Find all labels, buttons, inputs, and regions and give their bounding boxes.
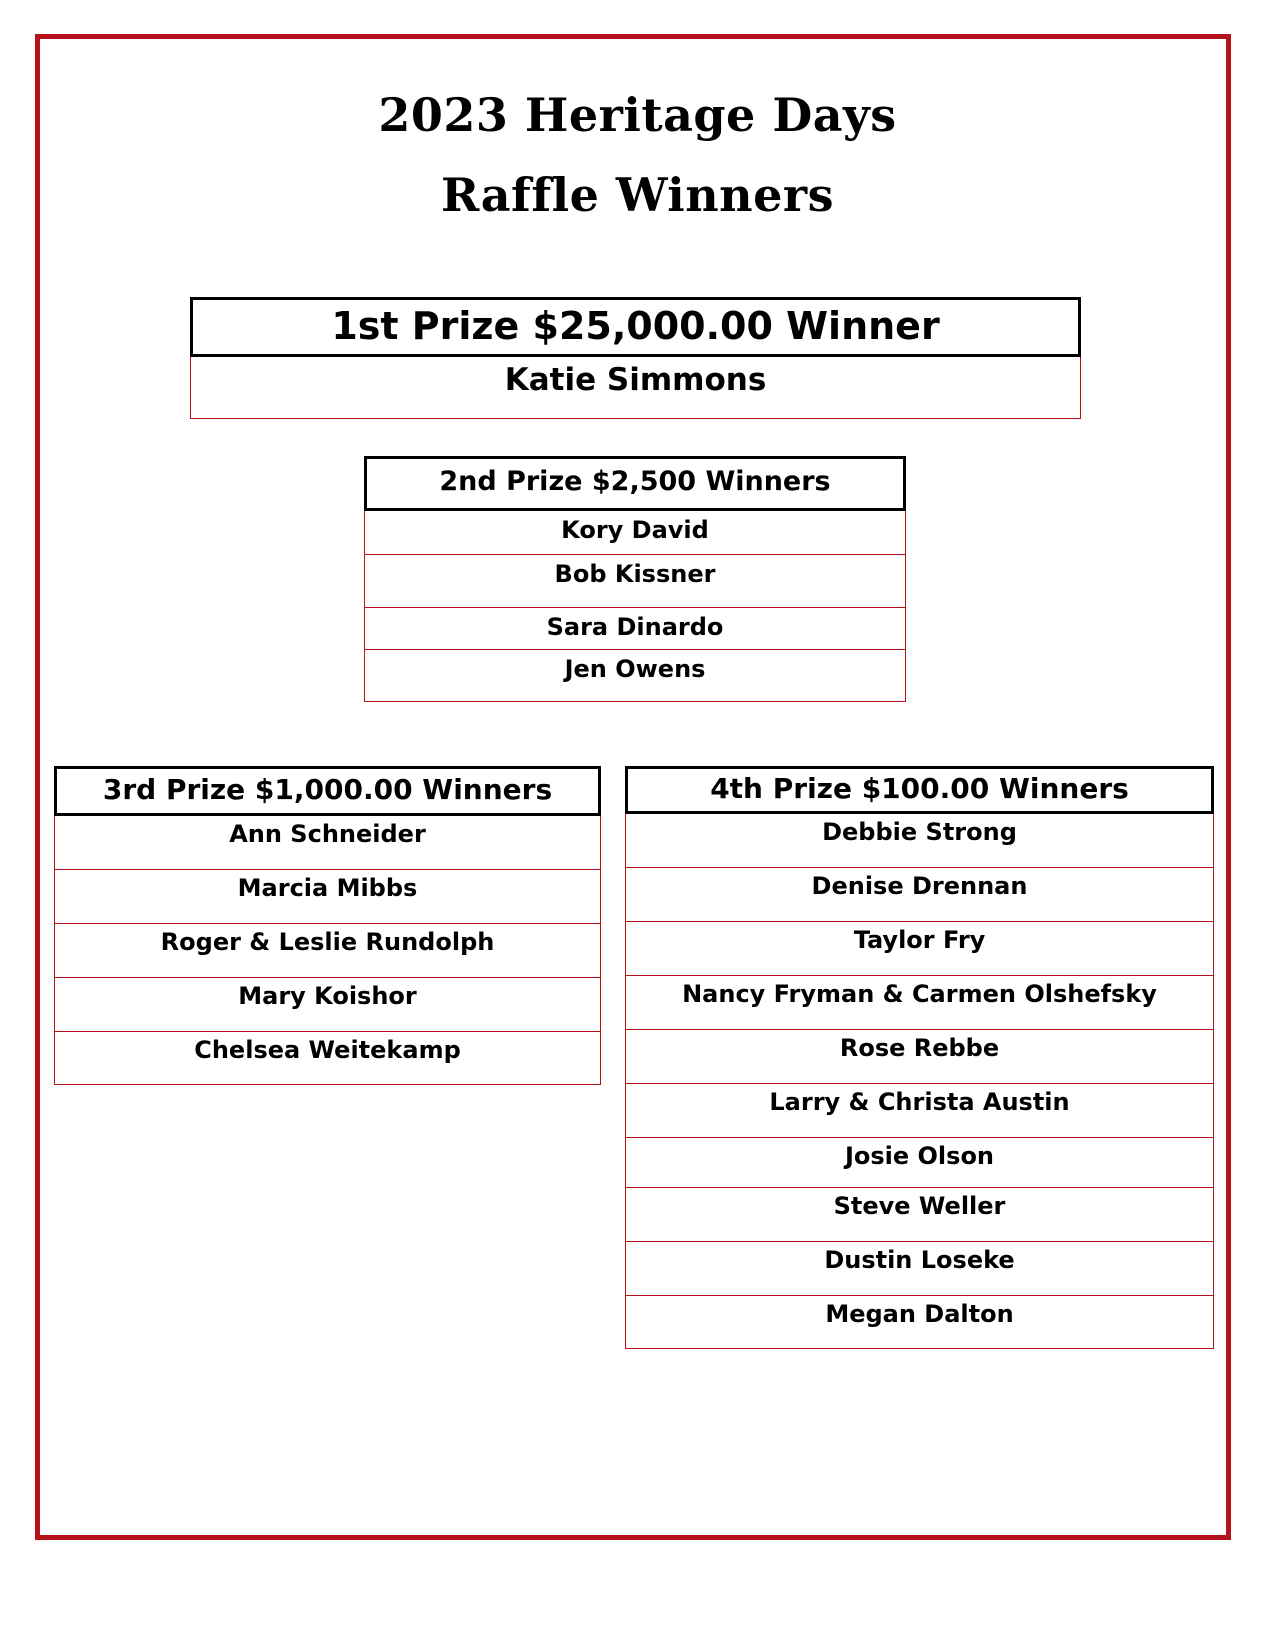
winner-row: Rose Rebbe bbox=[625, 1030, 1214, 1084]
first-prize-table bbox=[190, 297, 1081, 419]
winner-row: Dustin Loseke bbox=[625, 1242, 1214, 1296]
third-prize-table bbox=[54, 766, 601, 1085]
fourth-prize-heading: 4th Prize $100.00 Winners bbox=[625, 766, 1214, 814]
winner-row: Mary Koishor bbox=[54, 978, 601, 1032]
winner-row: Taylor Fry bbox=[625, 922, 1214, 976]
fourth-prize-table bbox=[625, 766, 1214, 1349]
winner-row: Ann Schneider bbox=[54, 816, 601, 870]
winner-row: Kory David bbox=[364, 511, 906, 555]
third-prize-heading: 3rd Prize $1,000.00 Winners bbox=[54, 766, 601, 816]
winner-row: Jen Owens bbox=[364, 650, 906, 702]
winner-row: Steve Weller bbox=[625, 1188, 1214, 1242]
winner-row: Josie Olson bbox=[625, 1138, 1214, 1188]
winner-row: Debbie Strong bbox=[625, 814, 1214, 868]
winner-row: Bob Kissner bbox=[364, 555, 906, 608]
page-title: 2023 Heritage Days bbox=[378, 88, 897, 142]
winner-row: Marcia Mibbs bbox=[54, 870, 601, 924]
winner-row: Katie Simmons bbox=[190, 357, 1081, 419]
winner-row: Nancy Fryman & Carmen Olshefsky bbox=[625, 976, 1214, 1030]
winner-row: Denise Drennan bbox=[625, 868, 1214, 922]
winner-row: Megan Dalton bbox=[625, 1296, 1214, 1349]
winner-row: Sara Dinardo bbox=[364, 608, 906, 650]
winner-row: Chelsea Weitekamp bbox=[54, 1032, 601, 1085]
second-prize-table bbox=[364, 456, 906, 702]
first-prize-heading: 1st Prize $25,000.00 Winner bbox=[190, 297, 1081, 357]
second-prize-heading: 2nd Prize $2,500 Winners bbox=[364, 456, 906, 511]
winner-row: Roger & Leslie Rundolph bbox=[54, 924, 601, 978]
page-subtitle: Raffle Winners bbox=[440, 168, 835, 222]
winner-row: Larry & Christa Austin bbox=[625, 1084, 1214, 1138]
